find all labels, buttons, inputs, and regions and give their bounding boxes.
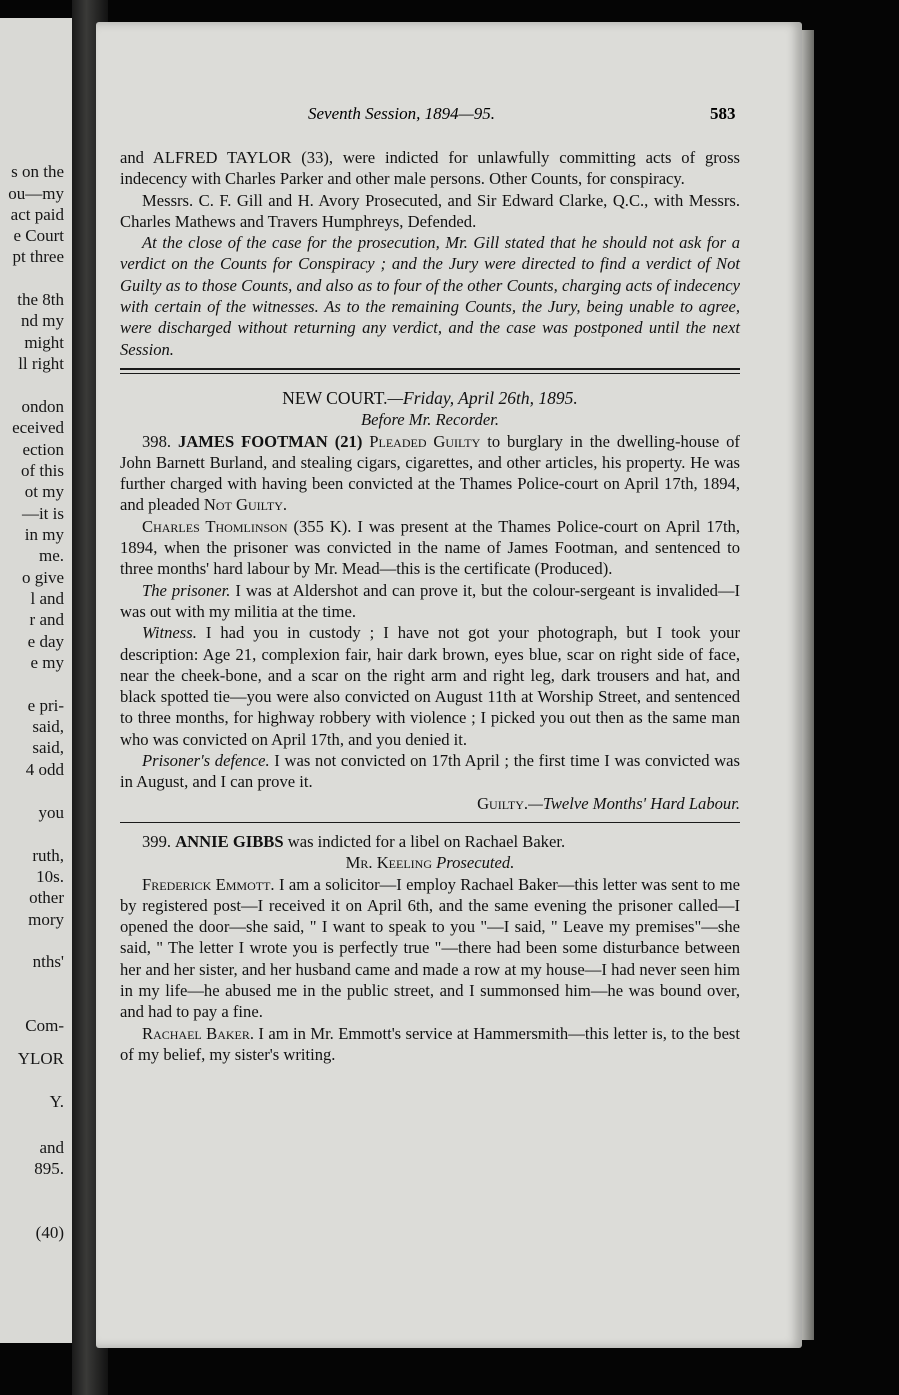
left-page-line: ll right — [18, 354, 64, 373]
left-page-line: ruth, — [32, 846, 64, 865]
case-398-plea: Pleaded Guilty — [369, 431, 481, 451]
main-page — [96, 22, 802, 1348]
court-heading — [120, 388, 740, 409]
witness-baker — [120, 1023, 740, 1066]
left-page-line: in my — [24, 525, 64, 544]
running-header — [96, 104, 802, 128]
defence-label: Prisoner's defence. — [142, 751, 270, 771]
case-399-intro — [120, 831, 740, 852]
left-page-line: 4 odd — [25, 760, 64, 779]
single-rule — [120, 822, 740, 823]
left-page-line: l and — [30, 589, 64, 608]
court-name: NEW COURT. — [282, 387, 388, 408]
defence-text: I was not convicted on 17th April ; the first time I was convicted was in August, and I can prove it. — [120, 751, 740, 792]
case-398-verdict — [120, 793, 740, 814]
left-page-line: 895. — [34, 1159, 64, 1178]
prisoner-text: I was at Aldershot and can prove it, but the colour-sergeant is invalided—I was out with my militia at the time. — [120, 580, 741, 621]
witness-emmott-name: Frederick Emmott. — [142, 874, 275, 894]
page-number: 583 — [710, 104, 736, 123]
witness-baker-text: I am in Mr. Emmott's service at Hammersmith—this letter is, to the best of my belief, my sister's writing. — [120, 1023, 741, 1064]
left-page-line: e pri- — [27, 696, 64, 715]
verdict-paragraph: At the close of the case for the prosecution, Mr. Gill stated that he should not ask for a verdict on the Counts for Conspiracy ; and the Jury were directed to find a verdict of Not Guilty as to those Counts, and also as to four of the other Counts, charging acts of indecency with certain of the witnesses. As to the remaining Counts, the Jury, being unable to agree, were discharged without returning any verdict, and the case was postponed until the next Session. — [120, 233, 740, 359]
case-398-charge: to burglary in the dwelling-house of John Barnett Burland, and stealing cigars, cigarettes, and other articles, his property. He was further charged with having been convicted at the Thames Police-court on April 17th, 1894, and pleaded — [120, 431, 740, 515]
left-page-line: r and — [29, 610, 64, 629]
left-page-line: act paid — [10, 205, 64, 224]
case-399-charge: was indicted for a libel on Rachael Baker. — [287, 831, 566, 851]
prisoner-label: The prisoner. — [142, 580, 231, 600]
left-page-line: e Court — [13, 226, 64, 245]
left-page-line: nd my — [21, 311, 64, 330]
left-page-line: ou—my — [8, 184, 64, 203]
left-page-line: YLOR — [17, 1049, 64, 1068]
prisoner-statement — [120, 580, 740, 623]
left-page-line: said, — [32, 717, 64, 736]
left-page-line: (40) — [35, 1223, 64, 1242]
sentence: —Twelve Months' Hard Labour. — [528, 793, 740, 813]
prosecuted-label: Prosecuted. — [436, 853, 515, 873]
left-page-line: ondon — [21, 397, 64, 416]
session-title: Seventh Session, 1894—95. — [308, 104, 495, 123]
left-page-line: nths' — [32, 952, 64, 971]
witness-reply — [120, 622, 740, 750]
left-page-line: pt three — [12, 247, 64, 266]
page-body — [120, 147, 740, 1065]
witness-emmott-text: I am a solicitor—I employ Rachael Baker—this letter was sent to me by registered post—I received it on April 6th, and the same evening the prisoner called—I opened the door—she said, " I want to speak to you "—I said, " Leave my premises"—she said, " The letter I wrote you is perfectly true "—there had been some disturbance between her and her sister, and her husband came and made a row at my house—I had never seen him in my life—he abused me in the public street, and I summonsed him—he was bound over, and had to pay a fine. — [120, 874, 741, 1022]
case-399-prosecution — [120, 852, 740, 873]
witness-thomlinson-name: Charles Thomlinson (355 K). — [142, 516, 352, 536]
left-page-line: of this — [21, 461, 64, 480]
double-rule — [120, 368, 740, 374]
left-page-line: s on the — [11, 162, 64, 181]
prosecutor-name: Mr. Keeling — [345, 853, 432, 873]
case-399-number: 399. — [142, 831, 172, 851]
page-edge — [800, 30, 814, 1340]
left-page-line: eceived — [12, 418, 64, 437]
counsel-paragraph: Messrs. C. F. Gill and H. Avory Prosecuted, and Sir Edward Clarke, Q.C., with Messrs. Charles Mathews and Travers Humphreys, Defended. — [120, 190, 740, 231]
left-page-line: might — [24, 333, 64, 352]
case-398-number: 398. — [142, 431, 172, 451]
prisoner-defence — [120, 750, 740, 793]
left-page-line: the 8th — [17, 290, 64, 309]
witness-label: Witness. — [142, 623, 197, 643]
left-page-line: said, — [32, 738, 64, 757]
verdict-guilty: Guilty. — [477, 793, 529, 813]
left-page-line: Y. — [49, 1092, 64, 1111]
left-page-line: and — [39, 1138, 64, 1157]
case-399-defendant: ANNIE GIBBS — [175, 831, 284, 851]
witness-emmott — [120, 874, 740, 1023]
left-page-line: ot my — [24, 482, 64, 501]
left-page-line: mory — [28, 910, 64, 929]
witness-thomlinson-text: I was present at the Thames Police-court on April 17th, 1894, when the prisoner was convicted in the name of James Footman, and sentenced to three months' hard labour by Mr. Mead—this is the certificate (Produced). — [120, 516, 741, 579]
left-page-line: you — [38, 803, 64, 822]
left-page-line: 10s. — [36, 867, 64, 886]
witness-reply-text: I had you in custody ; I have not got your photograph, but I took your description: Age 21, complexion fair, hair dark brown, eyes blue, scar on right side of face, near the cheek-bone, and a scar on the right arm and right leg, dark trousers and hat, and black spotted tie—you were also convicted on August 11th at Worship Street, and sentenced to three months, for highway robbery with violence ; I picked you out then as the same man who was convicted on April 17th, and you denied it. — [120, 623, 740, 749]
case-398-defendant: JAMES FOOTMAN (21) — [177, 431, 363, 451]
intro-paragraph-1: and ALFRED TAYLOR (33), were indicted for unlawfully committing acts of gross indecency with Charles Parker and other male persons. Other Counts, for conspiracy. — [120, 148, 740, 189]
left-facing-page — [0, 18, 74, 1343]
before-judge: Before Mr. Recorder. — [361, 410, 499, 430]
left-page-line: e day — [27, 632, 64, 651]
case-398-intro — [120, 431, 740, 516]
case-398-not-guilty: Not Guilty. — [203, 495, 288, 515]
left-page-line: other — [29, 888, 64, 907]
court-date: —Friday, April 26th, 1895. — [387, 387, 578, 408]
left-page-line: me. — [38, 546, 64, 565]
left-page-line: Com- — [25, 1016, 64, 1035]
left-page-line: o give — [21, 568, 64, 587]
left-page-line: e my — [30, 653, 64, 672]
left-page-line: —it is — [21, 504, 64, 523]
witness-baker-name: Rachael Baker. — [142, 1023, 255, 1043]
witness-thomlinson — [120, 516, 740, 580]
left-page-line: ection — [22, 440, 64, 459]
